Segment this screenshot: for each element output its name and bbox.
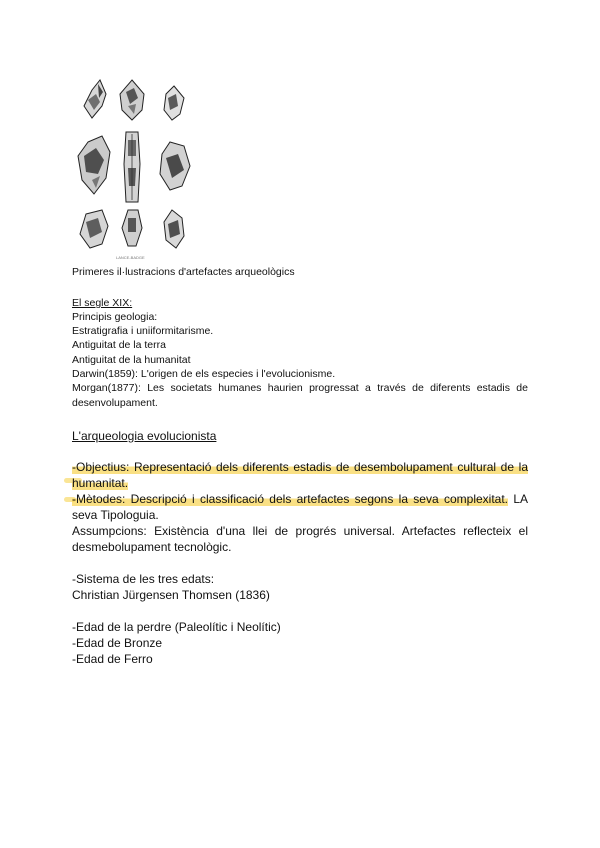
segle-line: Darwin(1859): L'origen de els especies i l'evolucionisme. bbox=[72, 368, 336, 380]
section-heading: L'arqueologia evolucionista bbox=[72, 429, 217, 443]
artefact-3 bbox=[164, 86, 184, 120]
sistema-title: -Sistema de les tres edats: bbox=[72, 572, 215, 586]
edat-item: -Edad de la perdre (Paleolític i Neolític) bbox=[72, 620, 281, 634]
edat-item: -Edad de Bronze bbox=[72, 636, 163, 650]
metodes-paragraph bbox=[72, 491, 528, 523]
segle-line: Antiguitat de la terra bbox=[72, 339, 166, 351]
edat-item: -Edad de Ferro bbox=[72, 652, 153, 666]
sistema-author: Christian Jürgensen Thomsen (1836) bbox=[72, 588, 270, 602]
segle-line: Principis geologia: bbox=[72, 311, 158, 323]
artefacts-drawing bbox=[72, 76, 196, 262]
artefact-4 bbox=[78, 136, 110, 194]
segle-line: Estratigrafia i uniiformitarisme. bbox=[72, 325, 214, 337]
artefacts-illustration bbox=[72, 76, 196, 262]
figure-tag: LANCE-BADGE bbox=[116, 255, 145, 260]
figure-caption: Primeres il·lustracions d'artefactes arqueològics bbox=[72, 266, 295, 278]
artefact-6 bbox=[160, 142, 190, 190]
metodes-highlighted: -Mètodes: Descripció i classificació dels artefactes segons la seva complexitat. bbox=[72, 492, 508, 506]
artefact-8 bbox=[122, 210, 142, 246]
segle-line: Morgan(1877): Les societats humanes haurien progressat a través de diferents estadis de desenvolupament. bbox=[72, 382, 528, 409]
artefact-9 bbox=[164, 210, 184, 248]
segle-title: El segle XIX: bbox=[72, 297, 133, 309]
assumpcions-paragraph: Assumpcions: Existència d'una llei de progrés universal. Artefactes reflecteix el desmebolupament tecnològic. bbox=[72, 524, 528, 554]
metodes-rest: LA seva Tipologuia. bbox=[72, 492, 528, 522]
segle-line: Antiguitat de la humanitat bbox=[72, 354, 191, 366]
objectius-text: -Objectius: Representació dels diferents estadis de desembolupament cultural de la humanitat. bbox=[72, 460, 528, 490]
artefact-7 bbox=[80, 210, 108, 248]
artefact-1 bbox=[84, 80, 106, 118]
artefact-2 bbox=[120, 80, 144, 120]
objectius-paragraph bbox=[72, 459, 528, 491]
artefact-5 bbox=[124, 132, 140, 202]
